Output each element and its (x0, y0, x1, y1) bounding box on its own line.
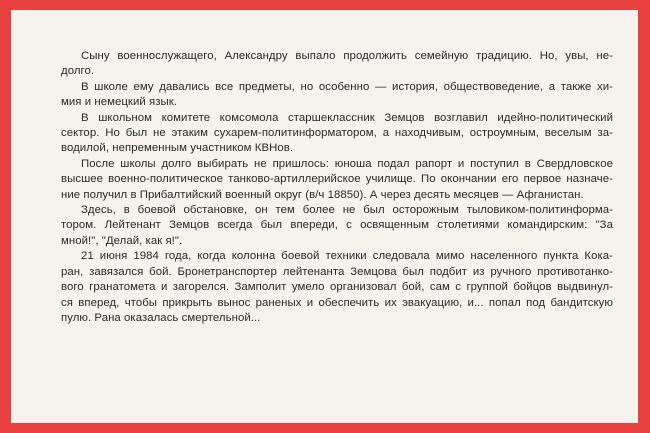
paragraph-6 (61, 249, 613, 326)
text-line: мия и немецкий язык. (61, 96, 177, 109)
paragraph-5 (61, 203, 613, 249)
text-line: высшее военно-политическое танково-артиллерийское училище. По окончании его первое назначе- (61, 173, 613, 186)
text-line: вого гранатомета и загорелся. Замполит умело организовал бой, сам с группой бойцов выдвинул- (61, 281, 613, 294)
text-line: Сыну военнослужащего, Александру выпало продолжить семейную традицию. Но, увы, не- (81, 50, 613, 62)
paragraph-1 (61, 49, 613, 80)
paragraph-3 (61, 111, 613, 157)
text-line: водилой, непременным участником КВНов. (61, 142, 294, 155)
text-line: сектор. Но был не этаким сухарем-политинформатором, а находчивым, остроумным, веселым за- (61, 127, 613, 140)
text-line: В школе ему давались все предметы, но особенно — история, обществоведение, а также хи- (81, 80, 613, 93)
text-line: 21 июня 1984 года, когда колонна боевой техники следовала мимо населенного пункта Кока- (81, 250, 613, 263)
paragraph-4 (61, 157, 613, 203)
text-line: мной!", "Делай, как я!". (61, 234, 183, 247)
text-line: Здесь, в боевой обстановке, он тем более не был осторожным тыловиком-политинформа- (81, 204, 613, 217)
text-line: пулю. Рана оказалась смертельной... (61, 311, 261, 324)
text-line: долго. (61, 65, 95, 78)
text-line: ран, завязался бой. Бронетранспортер лейтенанта Земцова был подбит из ручного противотанко- (61, 265, 613, 278)
text-line: ся вперед, чтобы прикрыть вынос раненых и обеспечить их эвакуацию, и... попал под бандитскую (61, 296, 613, 309)
text-line: В школьном комитете комсомола старшеклассник Земцов возглавил идейно-политический (81, 111, 613, 124)
text-line: тором. Лейтенант Земцов всегда был впереди, с освященным столетиями командирским: "За (61, 219, 613, 232)
document-text (61, 49, 613, 326)
text-line: После школы долго выбирать не пришлось: юноша подал рапорт и поступил в Свердловское (81, 157, 613, 170)
paragraph-2 (61, 80, 613, 111)
document-page (11, 10, 638, 423)
text-line: ние получил в Прибалтийский военный округ (в/ч 18850). А через десять месяцев — Афганистан. (61, 188, 584, 201)
